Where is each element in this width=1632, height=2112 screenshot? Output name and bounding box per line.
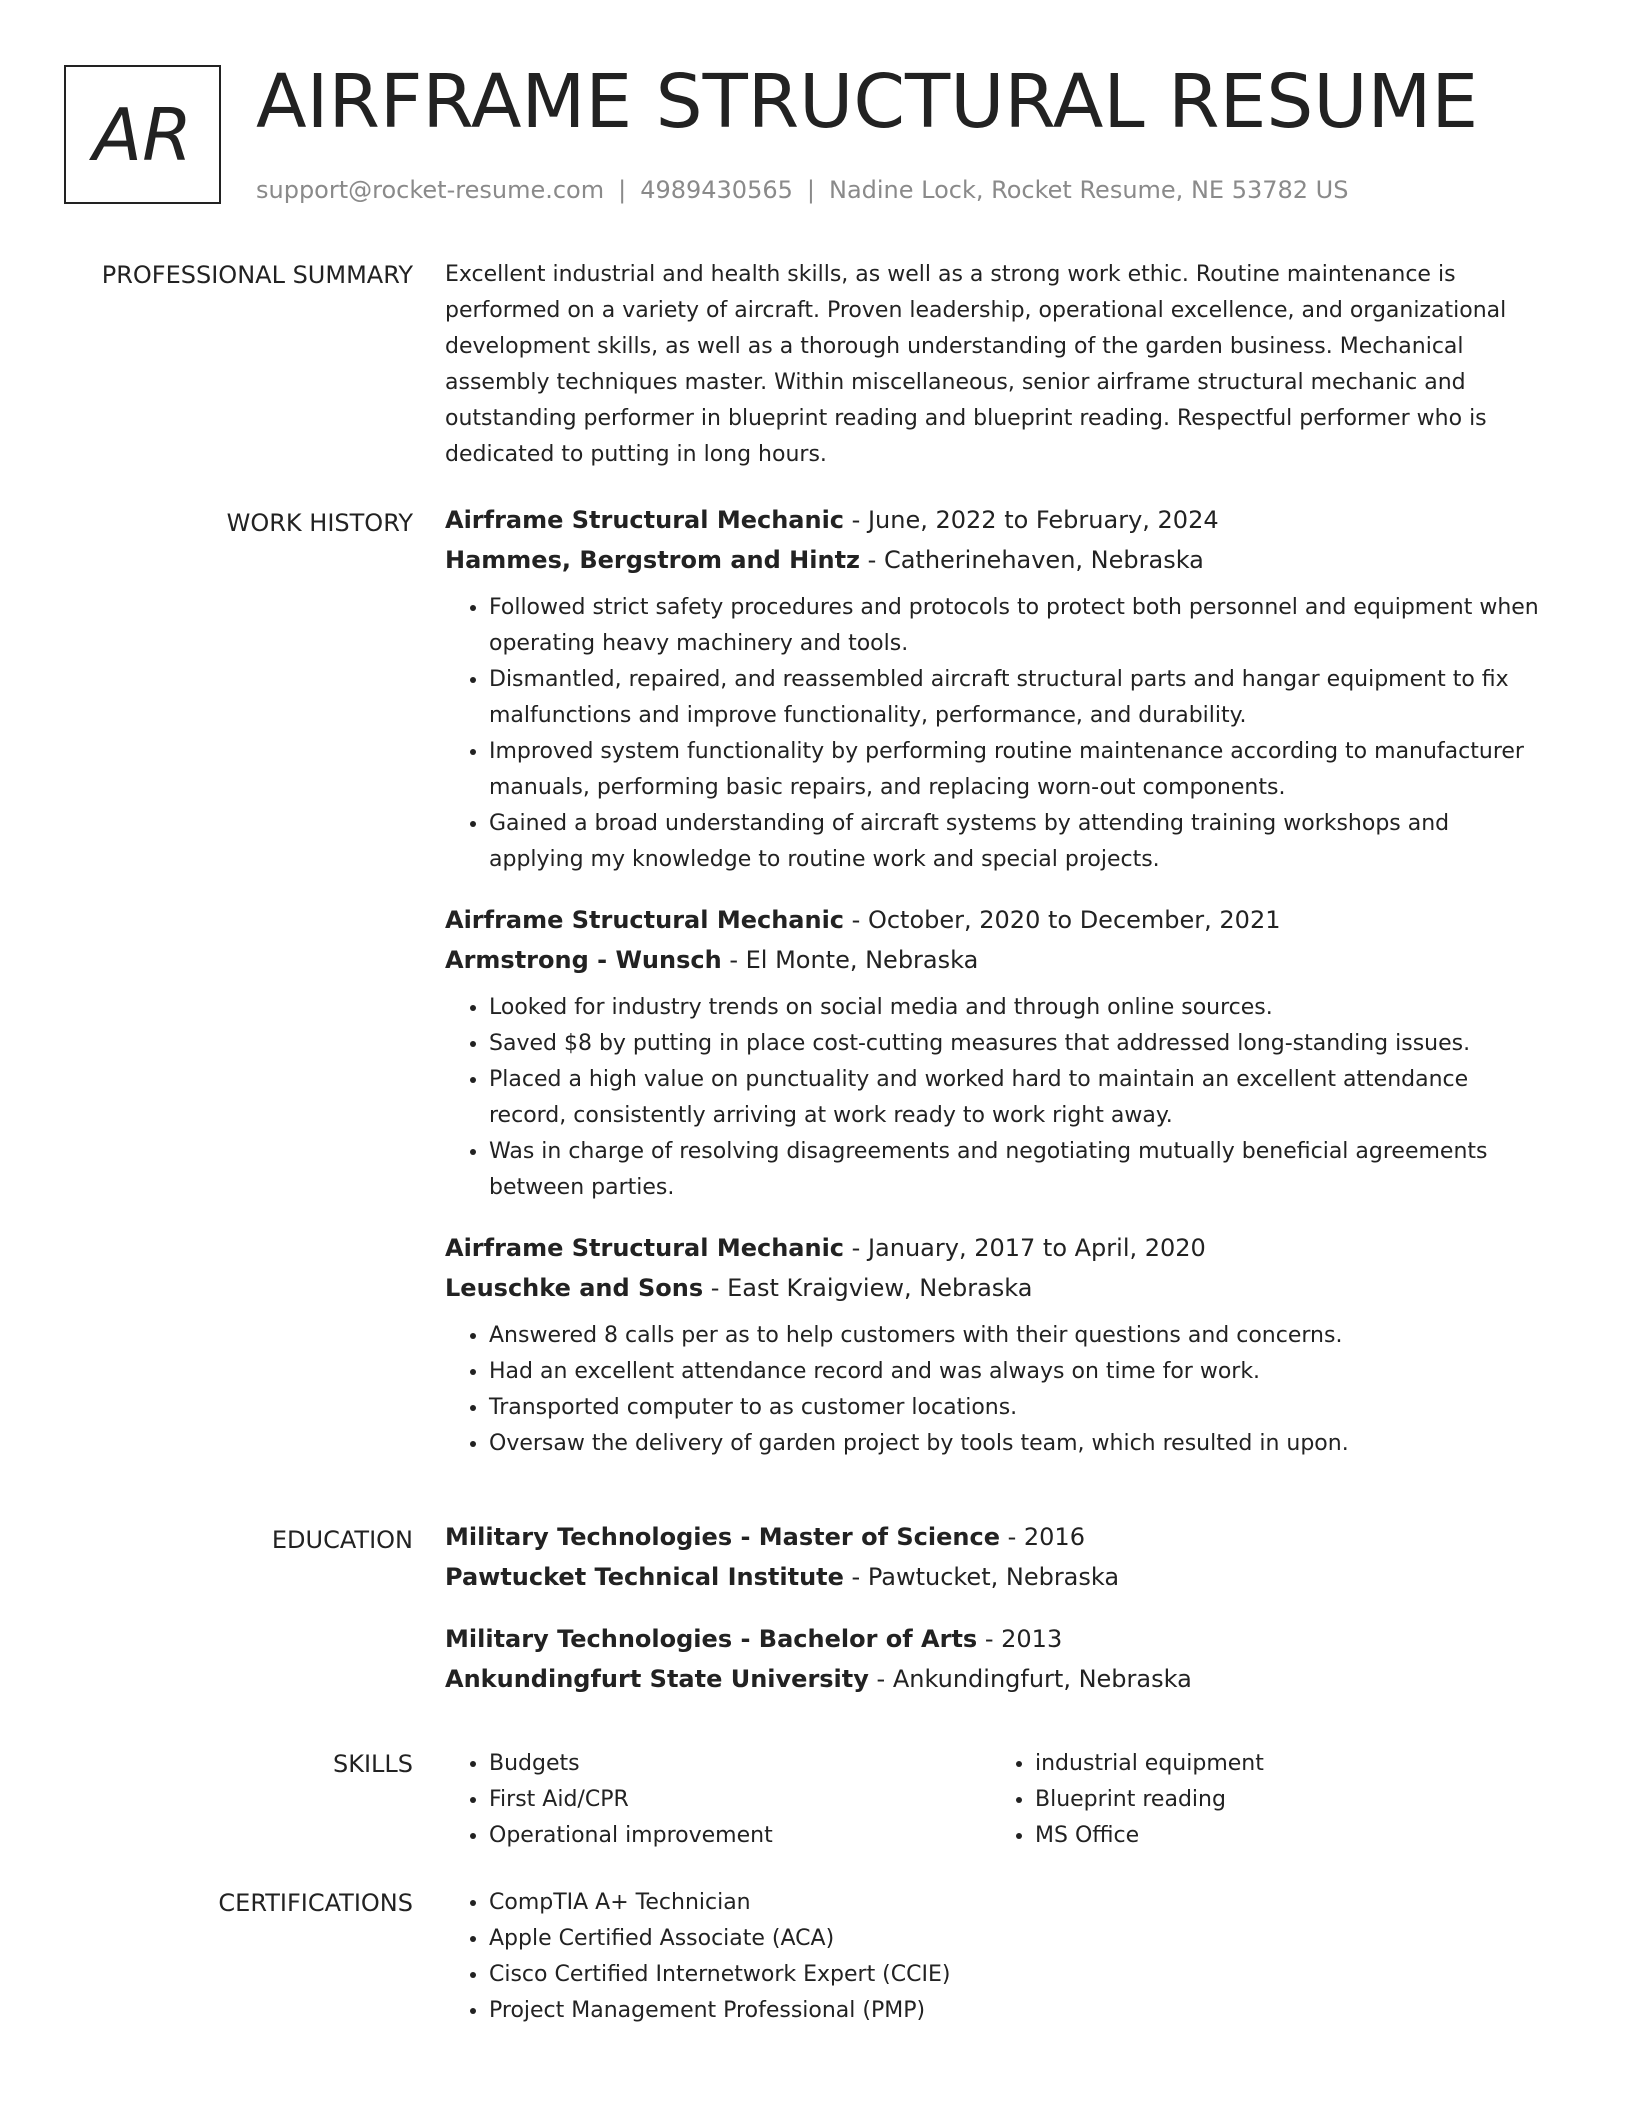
school: Pawtucket Technical Institute (445, 1563, 844, 1591)
skills-grid (445, 1746, 1540, 1854)
job-bullets (445, 590, 1540, 878)
degree: Military Technologies - Bachelor of Arts (445, 1625, 978, 1653)
list-item: • Was in charge of resolving disagreements and negotiating mutually beneficial agreements between parties. (489, 1134, 1540, 1206)
skills-column (991, 1746, 1537, 1854)
contact-address: Nadine Lock, Rocket Resume, NE 53782 US (828, 176, 1349, 204)
job-dates: - June, 2022 to February, 2024 (844, 506, 1219, 534)
resume-title: AIRFRAME STRUCTURAL RESUME (256, 59, 1479, 145)
list-item: • Budgets (489, 1746, 991, 1782)
summary-body (445, 257, 1540, 473)
contact-phone[interactable]: 4989430565 (640, 176, 793, 204)
job-title: Airframe Structural Mechanic (445, 1234, 845, 1262)
education-entry (445, 1517, 1540, 1597)
school-location: - Ankundingfurt, Nebraska (868, 1665, 1192, 1693)
job-location: - El Monte, Nebraska (721, 946, 979, 974)
list-item: • Operational improvement (489, 1818, 991, 1854)
list-item: • Saved $8 by putting in place cost-cutting measures that addressed long-standing issues. (489, 1026, 1540, 1062)
list-item: • Had an excellent attendance record and was always on time for work. (489, 1354, 1540, 1390)
job-title-line (445, 500, 1540, 540)
skills-body (445, 1746, 1540, 1854)
job-company: Hammes, Bergstrom and Hintz (445, 546, 861, 574)
degree-line (445, 1517, 1540, 1557)
job-location: - East Kraigview, Nebraska (703, 1274, 1033, 1302)
contact-separator: | (618, 176, 627, 204)
list-item: • Oversaw the delivery of garden project by tools team, which resulted in upon. (489, 1426, 1540, 1462)
list-item: • Answered 8 calls per as to help customers with their questions and concerns. (489, 1318, 1540, 1354)
school: Ankundingfurt State University (445, 1665, 869, 1693)
job-title: Airframe Structural Mechanic (445, 506, 845, 534)
job-company: Leuschke and Sons (445, 1274, 704, 1302)
section-label-education: EDUCATION (271, 1526, 413, 1554)
list-item: • Gained a broad understanding of aircraft systems by attending training workshops and applying my knowledge to routine work and special projects. (489, 806, 1540, 878)
work-body (445, 500, 1540, 1484)
job-company-line (445, 540, 1540, 580)
list-item: • Followed strict safety procedures and protocols to protect both personnel and equipment when operating heavy machinery and tools. (489, 590, 1540, 662)
job-bullets (445, 1318, 1540, 1462)
job-title: Airframe Structural Mechanic (445, 906, 845, 934)
list-item: • Blueprint reading (1035, 1782, 1537, 1818)
summary-text: Excellent industrial and health skills, as well as a strong work ethic. Routine maintenance is performed on a variety of aircraft. Proven leadership, operational excellence, and organizational development skills, as well as a thorough understanding of the garden business. Mechanical assembly techniques master. Within miscellaneous, senior airframe structural mechanic and outstanding performer in blueprint reading and blueprint reading. Respectful performer who is dedicated to putting in long hours. (445, 262, 1507, 467)
job-company: Armstrong - Wunsch (445, 946, 722, 974)
job-location: - Catherinehaven, Nebraska (860, 546, 1204, 574)
school-line (445, 1557, 1540, 1597)
list-item: • Cisco Certified Internetwork Expert (CCIE) (489, 1957, 1540, 1993)
monogram-logo: AR (64, 65, 221, 204)
job-bullets (445, 990, 1540, 1206)
list-item: • CompTIA A+ Technician (489, 1885, 1540, 1921)
job-company-line (445, 1268, 1540, 1308)
list-item: • industrial equipment (1035, 1746, 1537, 1782)
section-label-work: WORK HISTORY (226, 509, 413, 537)
degree: Military Technologies - Master of Science (445, 1523, 1000, 1551)
list-item: • Project Management Professional (PMP) (489, 1993, 1540, 2029)
certifications-body (445, 1885, 1540, 2029)
list-item: • Placed a high value on punctuality and worked hard to maintain an excellent attendance record, consistently arriving at work ready to work right away. (489, 1062, 1540, 1134)
list-item: • Improved system functionality by performing routine maintenance according to manufacturer manuals, performing basic repairs, and replacing worn-out components. (489, 734, 1540, 806)
education-entry (445, 1619, 1540, 1699)
job-entry (445, 1228, 1540, 1462)
list-item: • Looked for industry trends on social media and through online sources. (489, 990, 1540, 1026)
contact-line (256, 172, 1348, 208)
section-label-certifications: CERTIFICATIONS (218, 1889, 413, 1917)
job-company-line (445, 940, 1540, 980)
skills-column (445, 1746, 991, 1854)
section-label-skills: SKILLS (332, 1750, 413, 1778)
degree-line (445, 1619, 1540, 1659)
section-label-summary: PROFESSIONAL SUMMARY (101, 261, 413, 289)
job-entry (445, 500, 1540, 878)
school-line (445, 1659, 1540, 1699)
list-item: • First Aid/CPR (489, 1782, 991, 1818)
school-location: - Pawtucket, Nebraska (843, 1563, 1120, 1591)
job-dates: - October, 2020 to December, 2021 (844, 906, 1281, 934)
education-body (445, 1517, 1540, 1721)
contact-separator: | (806, 176, 815, 204)
degree-year: - 2013 (977, 1625, 1063, 1653)
job-title-line (445, 1228, 1540, 1268)
list-item: • Transported computer to as customer locations. (489, 1390, 1540, 1426)
job-title-line (445, 900, 1540, 940)
certifications-list (445, 1885, 1540, 2029)
job-entry (445, 900, 1540, 1206)
list-item: • Dismantled, repaired, and reassembled aircraft structural parts and hangar equipment to fix malfunctions and improve functionality, performance, and durability. (489, 662, 1540, 734)
list-item: • Apple Certified Associate (ACA) (489, 1921, 1540, 1957)
contact-email[interactable]: support@rocket-resume.com (256, 176, 605, 204)
list-item: • MS Office (1035, 1818, 1537, 1854)
job-dates: - January, 2017 to April, 2020 (844, 1234, 1206, 1262)
degree-year: - 2016 (999, 1523, 1085, 1551)
